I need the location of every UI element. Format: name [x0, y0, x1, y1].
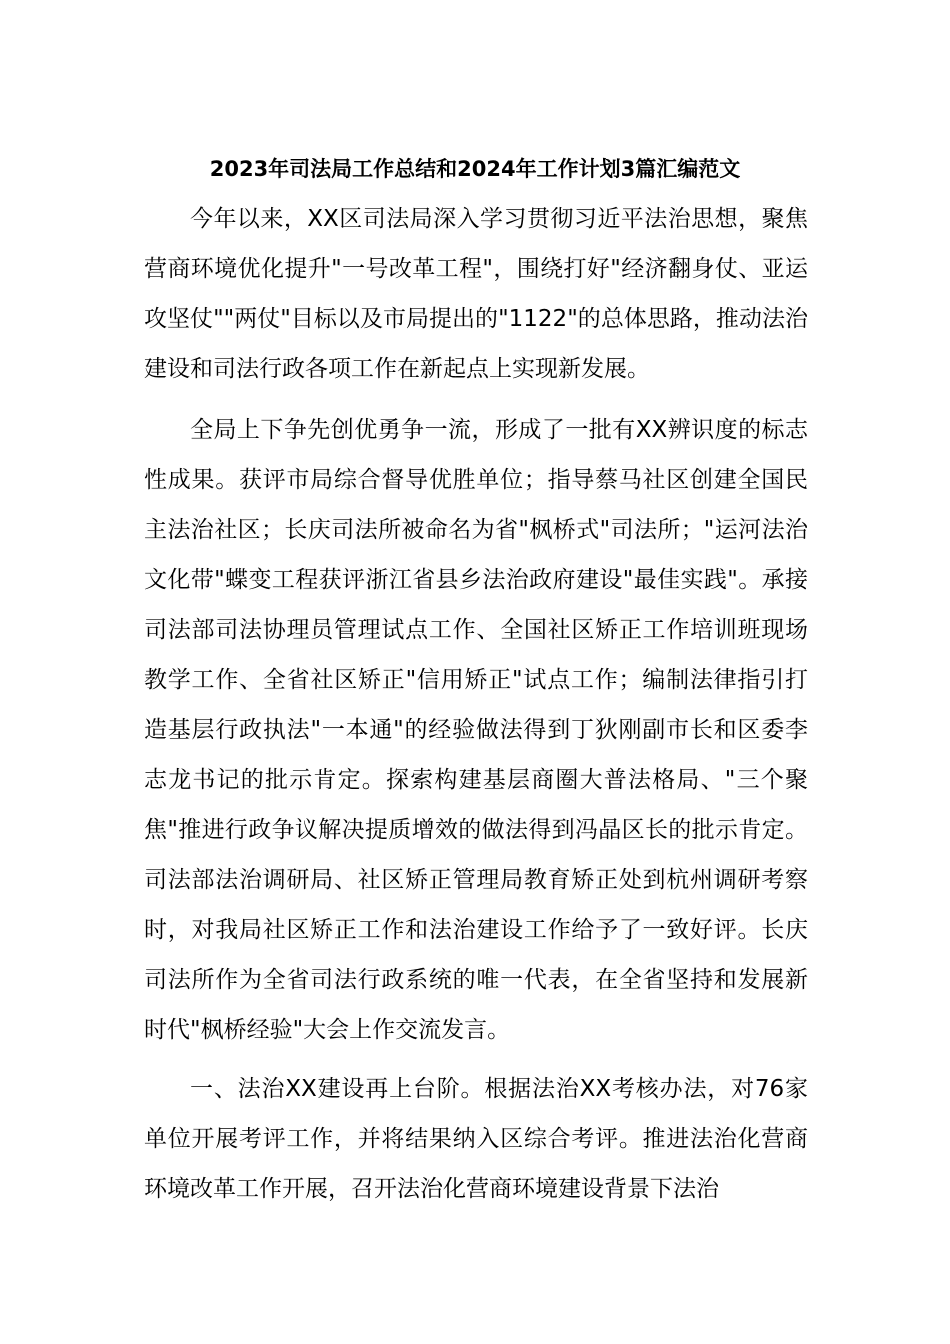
- paragraph-achievements: 全局上下争先创优勇争一流，形成了一批有XX辨识度的标志性成果。获评市局综合督导优胜单位；指导蔡马社区创建全国民主法治社区；长庆司法所被命名为省"枫桥式"司法所；"运河法治文化带"蝶变工程获评浙江省县乡法治政府建设"最佳实践"。承接司法部司法协理员管理试点工作、全国社区矫正工作培训班现场教学工作、全省社区矫正"信用矫正"试点工作；编制法律指引打造基层行政执法"一本通"的经验做法得到丁狄刚副市长和区委李志龙书记的批示肯定。探索构建基层商圈大普法格局、"三个聚焦"推进行政争议解决提质增效的做法得到冯晶区长的批示肯定。司法部法治调研局、社区矫正管理局教育矫正处到杭州调研考察时，对我局社区矫正工作和法治建设工作给予了一致好评。长庆司法所作为全省司法行政系统的唯一代表，在全省坚持和发展新时代"枫桥经验"大会上作交流发言。: [144, 417, 808, 1043]
- paragraph-intro: 今年以来，XX区司法局深入学习贯彻习近平法治思想，聚焦营商环境优化提升"一号改革工程"，围绕打好"经济翻身仗、亚运攻坚仗""两仗"目标以及市局提出的"1122"的总体思路，推动法治建设和司法行政各项工作在新起点上实现新发展。: [144, 206, 808, 382]
- document-title: 2023年司法局工作总结和2024年工作计划3篇汇编范文: [209, 157, 741, 181]
- paragraph-section-one: 一、法治XX建设再上台阶。根据法治XX考核办法，对76家单位开展考评工作，并将结果纳入区综合考评。推进法治化营商环境改革工作开展，召开法治化营商环境建设背景下法治: [144, 1076, 808, 1202]
